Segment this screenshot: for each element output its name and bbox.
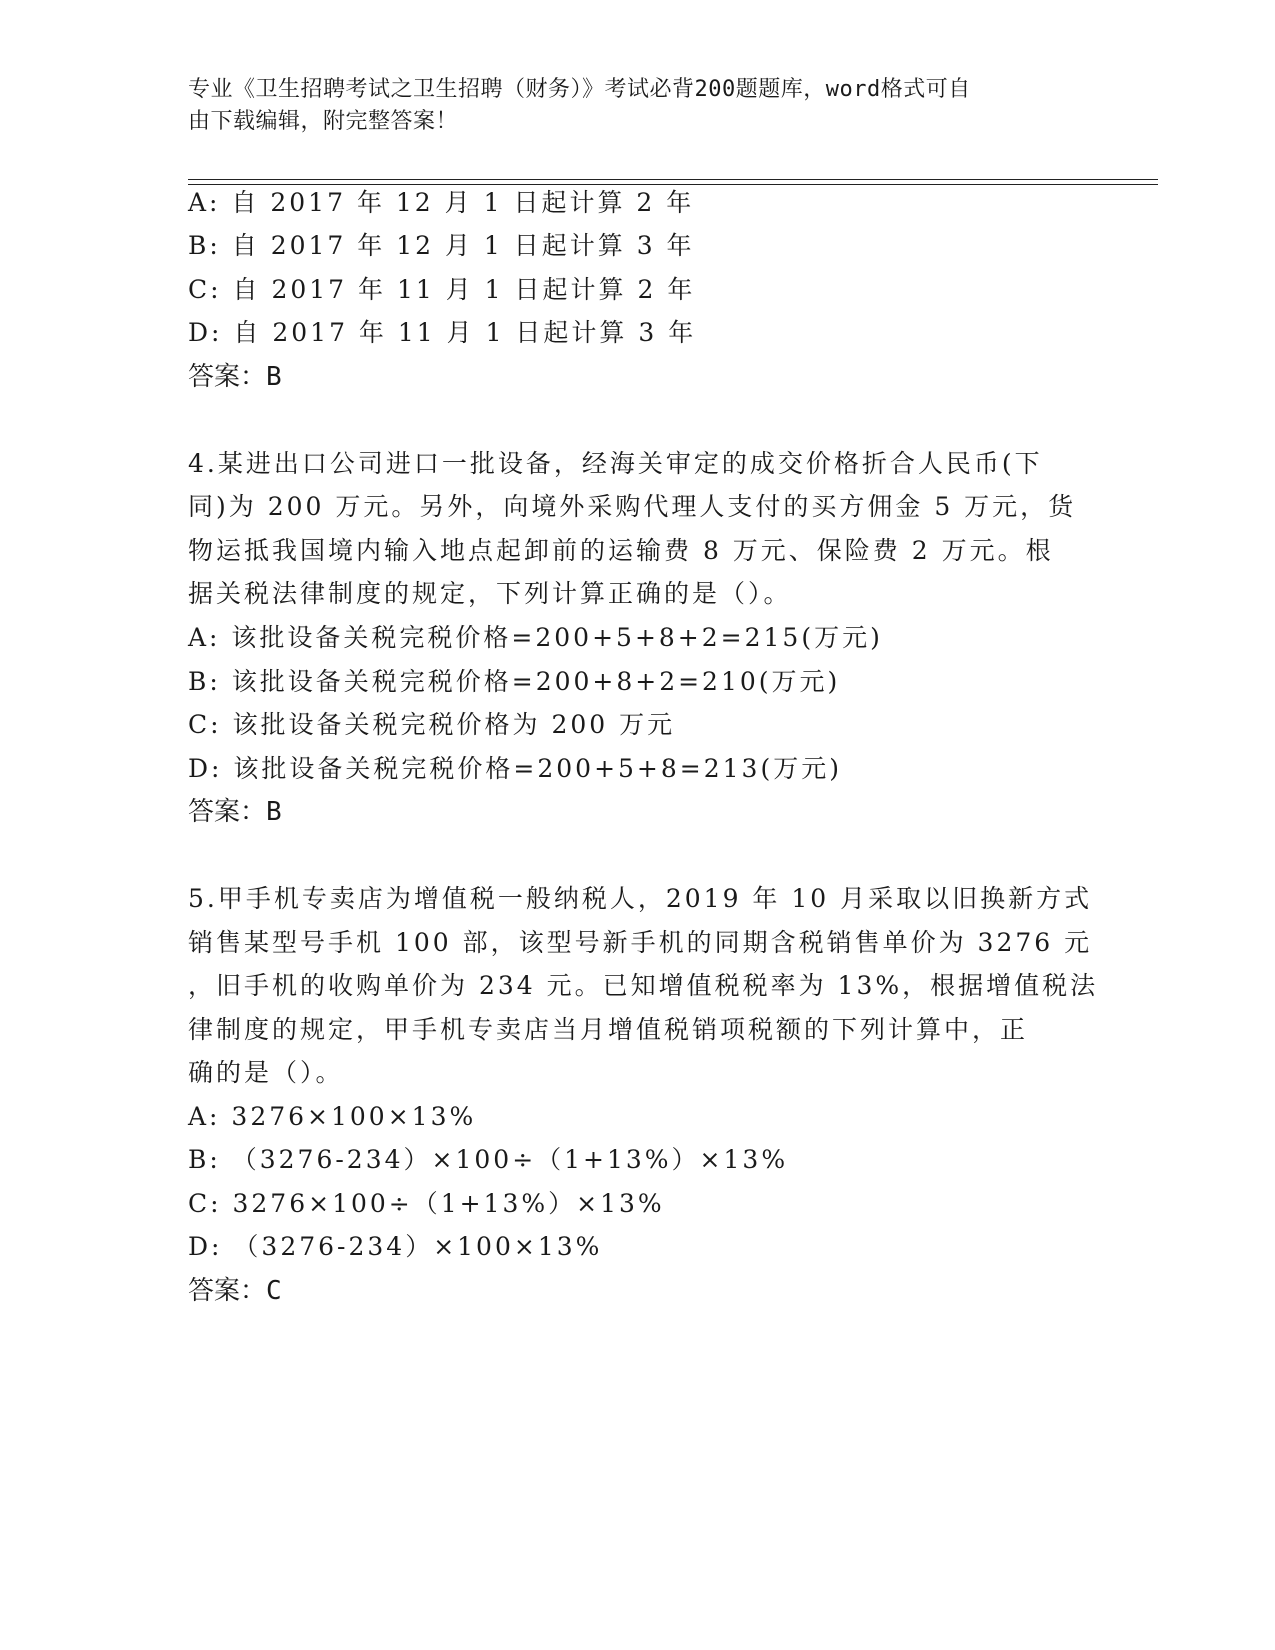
q3-option-c: C: 自 2017 年 11 月 1 日起计算 2 年	[188, 275, 696, 304]
q5-option-d: D: （3276-234）×100×13%	[188, 1232, 603, 1261]
header-divider-bottom	[188, 184, 1158, 185]
q4-stem-line-1: 4.某进出口公司进口一批设备，经海关审定的成交价格折合人民币(下	[188, 449, 1043, 478]
q4-option-a: A: 该批设备关税完税价格=200+5+8+2=215(万元)	[188, 623, 883, 652]
q4-stem-line-4: 据关税法律制度的规定，下列计算正确的是（）。	[188, 579, 792, 608]
header-divider-top	[188, 179, 1158, 180]
q5-stem-line-3: ，旧手机的收购单价为 234 元。已知增值税税率为 13%，根据增值税法	[188, 971, 1099, 1000]
q5-answer: 答案：C	[188, 1276, 282, 1306]
q5-stem-line-1: 5.甲手机专卖店为增值税一般纳税人，2019 年 10 月采取以旧换新方式	[188, 884, 1093, 913]
q5-stem-line-2: 销售某型号手机 100 部，该型号新手机的同期含税销售单价为 3276 元	[188, 928, 1093, 957]
header-line-1: 专业《卫生招聘考试之卫生招聘（财务）》考试必背200题题库，word格式可自	[188, 77, 971, 102]
q4-option-d: D: 该批设备关税完税价格=200+5+8=213(万元)	[188, 754, 842, 783]
q5-option-b: B: （3276-234）×100÷（1+13%）×13%	[188, 1145, 789, 1174]
q4-stem-line-2: 同)为 200 万元。另外，向境外采购代理人支付的买方佣金 5 万元，货	[188, 492, 1077, 521]
header-line-2: 由下载编辑，附完整答案！	[188, 109, 459, 134]
q4-option-b: B: 该批设备关税完税价格=200+8+2=210(万元)	[188, 667, 841, 696]
q4-option-c: C: 该批设备关税完税价格为 200 万元	[188, 710, 676, 739]
q3-answer: 答案：B	[188, 362, 282, 392]
q5-stem-line-5: 确的是（）。	[188, 1058, 344, 1087]
document-header	[188, 74, 1088, 138]
q5-option-c: C: 3276×100÷（1+13%）×13%	[188, 1189, 665, 1218]
q4-answer: 答案：B	[188, 797, 282, 827]
q3-option-d: D: 自 2017 年 11 月 1 日起计算 3 年	[188, 318, 697, 347]
q4-stem-line-3: 物运抵我国境内输入地点起卸前的运输费 8 万元、保险费 2 万元。根	[188, 536, 1054, 565]
q3-option-a: A: 自 2017 年 12 月 1 日起计算 2 年	[188, 188, 695, 217]
q5-stem-line-4: 律制度的规定，甲手机专卖店当月增值税销项税额的下列计算中，正	[188, 1015, 1029, 1044]
q3-option-b: B: 自 2017 年 12 月 1 日起计算 3 年	[188, 231, 695, 260]
q5-option-a: A: 3276×100×13%	[188, 1102, 477, 1131]
